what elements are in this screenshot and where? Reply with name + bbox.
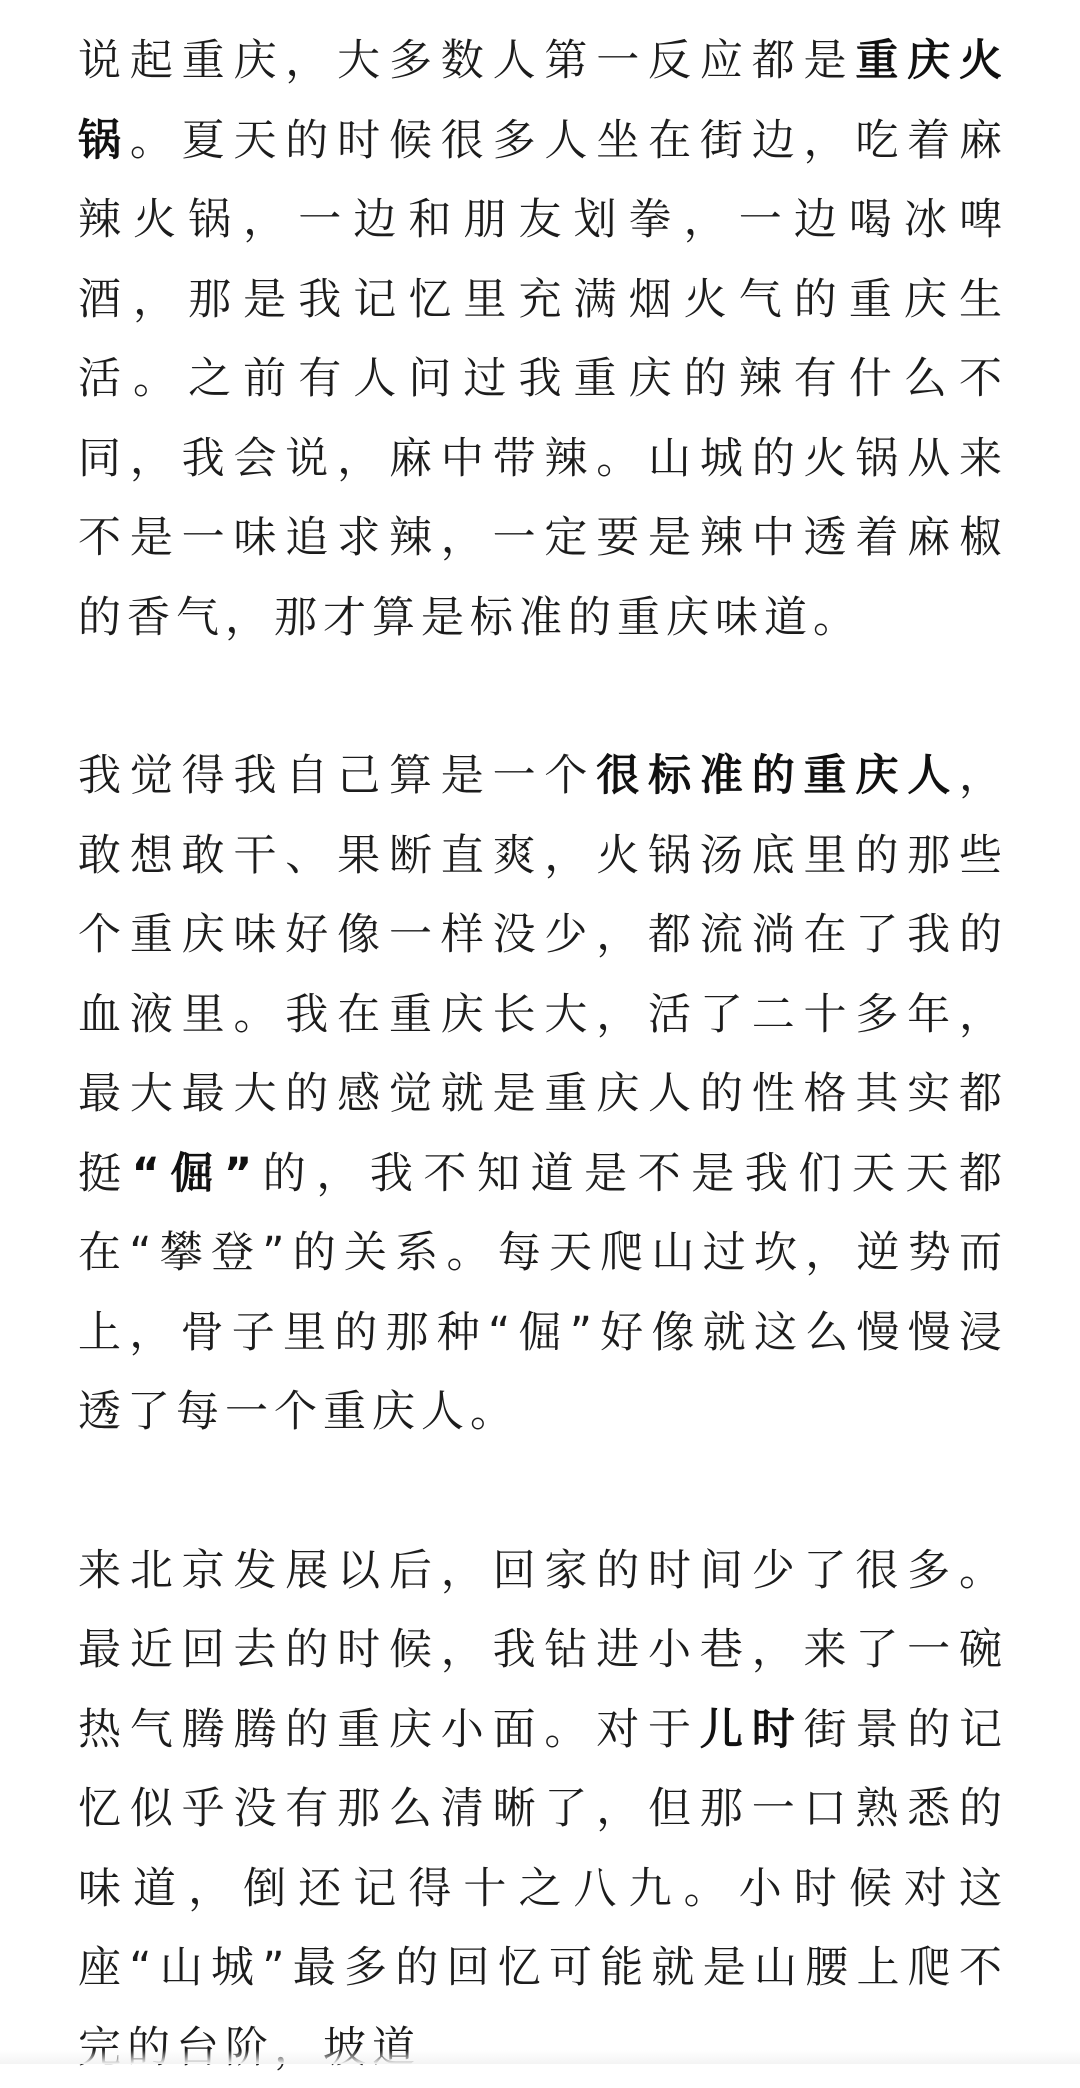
text-run: 来北京发展以后，回家的时间少了很多。最近回去的时候，我钻进小巷，来了一碗热气腾腾的重庆小面。对于 bbox=[78, 1546, 1008, 1755]
bold-text-run: 很标准的重庆人 bbox=[596, 751, 959, 801]
paragraph-beijing bbox=[78, 1532, 1008, 2088]
bottom-edge-shadow bbox=[0, 2050, 1080, 2064]
text-run: 我觉得我自己算是一个 bbox=[78, 751, 596, 801]
paragraph-character bbox=[78, 737, 1008, 1453]
text-run: 的，我不知道是不是我们天天都在“攀登”的关系。每天爬山过坎，逆势而上，骨子里的那种“倔”好像就这么慢慢浸透了每一个重庆人。 bbox=[78, 1149, 1008, 1438]
bold-text-run: 重庆火锅 bbox=[78, 36, 1008, 166]
text-run: 。夏天的时候很多人坐在街边，吃着麻辣火锅，一边和朋友划拳，一边喝冰啤酒，那是我记忆里充满烟火气的重庆生活。之前有人问过我重庆的辣有什么不同，我会说，麻中带辣。山城的火锅从来不是一味追求辣，一定要是辣中透着麻椒的香气，那才算是标准的重庆味道。 bbox=[78, 116, 1008, 643]
text-run: 街景的记忆似乎没有那么清晰了，但那一口熟悉的味道，倒还记得十之八九。小时候对这座“山城”最多的回忆可能就是山腰上爬不完的台阶，坡道 bbox=[78, 1705, 1008, 2073]
text-run: 说起重庆，大多数人第一反应都是 bbox=[78, 36, 855, 86]
text-run: ，敢想敢干、果断直爽，火锅汤底里的那些个重庆味好像一样没少，都流淌在了我的血液里。我在重庆长大，活了二十多年，最大最大的感觉就是重庆人的性格其实都挺 bbox=[78, 751, 1008, 1199]
article-body bbox=[78, 22, 1008, 2088]
paragraph-hotpot bbox=[78, 22, 1008, 658]
bold-text-run: “倔” bbox=[132, 1149, 259, 1199]
bold-text-run: 儿时 bbox=[700, 1705, 804, 1755]
